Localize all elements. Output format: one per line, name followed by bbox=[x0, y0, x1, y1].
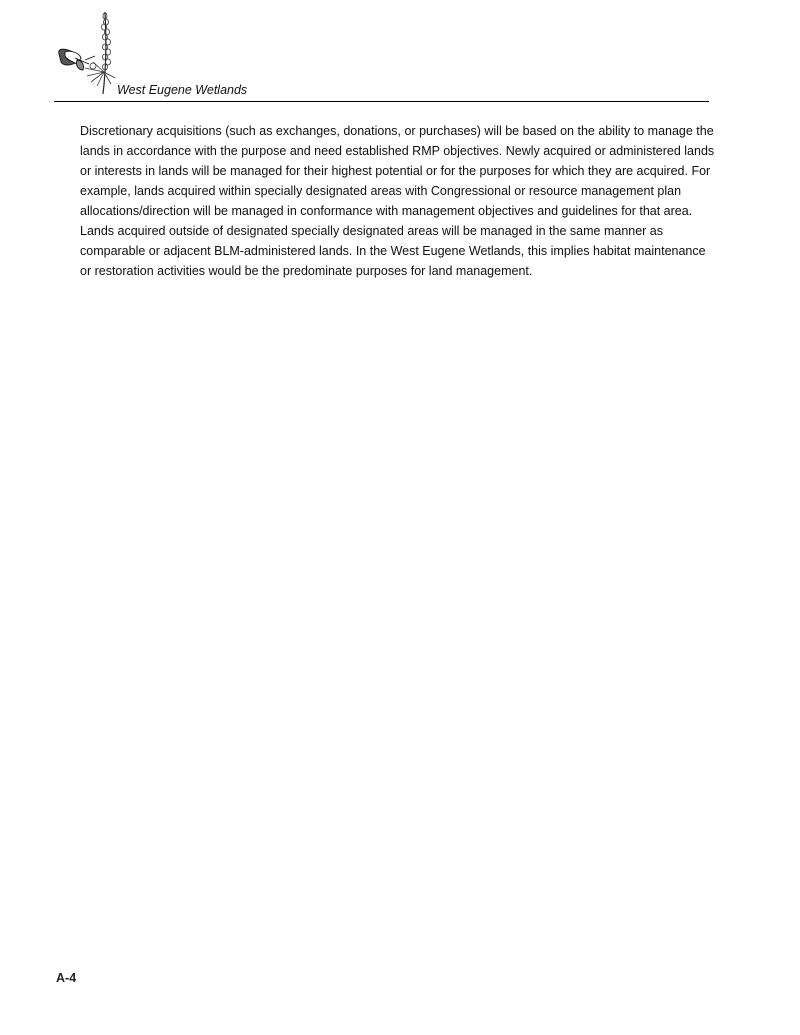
page-number: A-4 bbox=[56, 971, 77, 985]
butterfly-and-flower-icon bbox=[55, 10, 125, 96]
body-paragraph: Discretionary acquisitions (such as exchanges, donations, or purchases) will be based on the ability to manage the lands in accordance with the purpose and need established RMP objectives. Newly acquired or administered lands or interests in lands will be managed for their highest potential or for the purposes for which they are acquired. For example, lands acquired within specially designated areas with Congressional or resource management plan allocations/direction will be managed in conformance with management objectives and guidelines for that area. Lands acquired outside of designated specially designated areas will be managed in the same manner as comparable or adjacent BLM-administered lands. In the West Eugene Wetlands, this implies habitat maintenance or restoration activities would be the predominate purposes for land management. bbox=[80, 124, 715, 278]
header-divider bbox=[54, 101, 709, 102]
document-header-title: West Eugene Wetlands bbox=[117, 83, 248, 97]
